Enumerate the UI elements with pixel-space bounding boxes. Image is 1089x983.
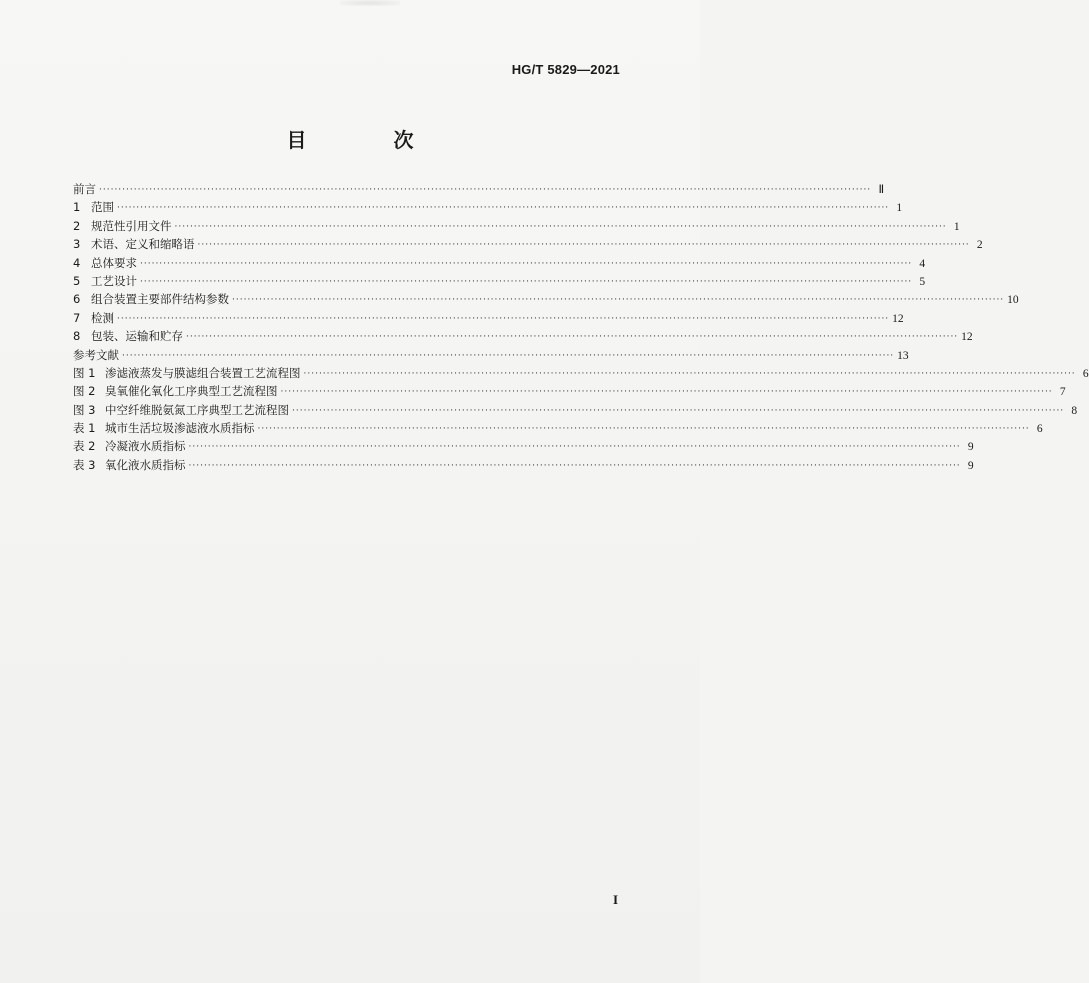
toc-entry-number: 表 1 [73, 421, 96, 436]
toc-entry-page: 9 [967, 459, 974, 472]
toc-entry-label: 前言 [73, 182, 96, 196]
dot-leader: ········································································································································································································ [117, 203, 890, 214]
toc-entry-label: 冷凝液水质指标 [105, 439, 186, 454]
table-of-contents [73, 180, 1089, 474]
toc-entry-label: 参考文献 [73, 347, 119, 362]
toc-entry-number: 8 [73, 329, 81, 344]
toc-entry-number: 1 [73, 200, 81, 215]
dot-leader: ········································································································································································································ [99, 185, 872, 195]
toc-entry-label: 包装、运输和贮存 [91, 329, 183, 344]
toc-entry[interactable] [73, 309, 904, 327]
toc-entry-label: 规范性引用文件 [91, 218, 172, 233]
dot-leader: ········································································································································································································ [197, 240, 970, 251]
toc-entry-number: 6 [73, 292, 81, 307]
dot-leader: ········································································································································································································ [280, 387, 1053, 398]
toc-entry-label: 中空纤维脱氨氮工序典型工艺流程图 [105, 402, 289, 417]
toc-entry[interactable] [73, 364, 1089, 382]
toc-entry-page: 1 [896, 202, 903, 215]
toc-entry-page: 12 [892, 312, 904, 325]
toc-entry[interactable] [73, 235, 983, 253]
toc-entry-page: 13 [897, 349, 909, 362]
toc-entry-label: 范围 [91, 200, 114, 215]
toc-entry-page: 6 [1036, 423, 1043, 436]
dot-leader: ········································································································································································································ [188, 460, 961, 471]
toc-entry[interactable] [73, 456, 974, 474]
standard-code: HG/T 5829—2021 [511, 62, 620, 77]
toc-entry[interactable] [73, 254, 926, 272]
toc-entry[interactable] [73, 272, 926, 290]
toc-entry[interactable] [73, 346, 909, 364]
toc-entry-number: 2 [73, 218, 81, 233]
toc-entry-page: 1 [953, 220, 960, 233]
dot-leader: ········································································································································································································ [140, 258, 913, 269]
toc-entry-number: 图 1 [73, 365, 96, 380]
toc-entry-page: 4 [919, 257, 926, 270]
dot-leader: ········································································································································································································ [174, 221, 947, 232]
dot-leader: ········································································································································································································ [303, 368, 1076, 379]
toc-entry-number: 图 2 [73, 384, 96, 399]
dot-leader: ········································································································································································································ [186, 332, 959, 343]
toc-entry-label: 术语、定义和缩略语 [91, 237, 195, 252]
toc-entry-number: 7 [73, 310, 81, 325]
toc-entry[interactable] [73, 437, 974, 455]
toc-entry-label: 总体要求 [91, 255, 137, 270]
toc-entry-label: 工艺设计 [91, 273, 137, 288]
toc-entry-number: 表 3 [73, 457, 96, 472]
toc-entry[interactable] [73, 290, 1019, 308]
toc-entry-page: 9 [967, 441, 974, 454]
dot-leader: ········································································································································································································ [122, 350, 895, 361]
toc-entry[interactable] [73, 217, 960, 235]
toc-entry-label: 臭氧催化氧化工序典型工艺流程图 [105, 384, 278, 399]
dot-leader: ········································································································································································································ [188, 442, 961, 453]
toc-entry-label: 渗滤液蒸发与膜滤组合装置工艺流程图 [105, 365, 301, 380]
dot-leader: ········································································································································································································ [232, 295, 1005, 306]
toc-entry-number: 5 [73, 273, 81, 288]
toc-entry[interactable] [73, 401, 1078, 419]
page-number: I [612, 892, 618, 907]
toc-entry-label: 检测 [91, 310, 114, 325]
scan-artifact [340, 0, 400, 6]
toc-entry-page: 10 [1007, 294, 1019, 307]
dot-leader: ········································································································································································································ [292, 405, 1065, 416]
toc-entry-page: 8 [1071, 404, 1078, 417]
toc-entry-label: 组合装置主要部件结构参数 [91, 292, 229, 307]
dot-leader: ········································································································································································································ [117, 313, 890, 324]
toc-entry-page: Ⅱ [878, 184, 885, 196]
toc-entry-number: 4 [73, 255, 81, 270]
toc-entry-page: 6 [1082, 367, 1089, 380]
toc-entry[interactable] [73, 198, 903, 216]
dot-leader: ········································································································································································································ [140, 276, 913, 287]
toc-entry-page: 7 [1059, 386, 1066, 399]
page-title: 目 次 [286, 128, 454, 152]
toc-entry[interactable] [73, 327, 973, 345]
toc-entry[interactable] [73, 419, 1043, 437]
toc-entry-label: 氧化液水质指标 [105, 457, 186, 472]
dot-leader: ········································································································································································································ [257, 424, 1030, 435]
toc-entry-page: 12 [961, 331, 973, 344]
toc-entry[interactable] [73, 382, 1066, 400]
toc-entry[interactable] [73, 180, 885, 198]
toc-entry-label: 城市生活垃圾渗滤液水质指标 [105, 421, 255, 436]
toc-entry-page: 5 [919, 275, 926, 288]
toc-entry-page: 2 [976, 239, 983, 252]
toc-entry-number: 图 3 [73, 402, 96, 417]
toc-entry-number: 表 2 [73, 439, 96, 454]
toc-entry-number: 3 [73, 237, 81, 252]
